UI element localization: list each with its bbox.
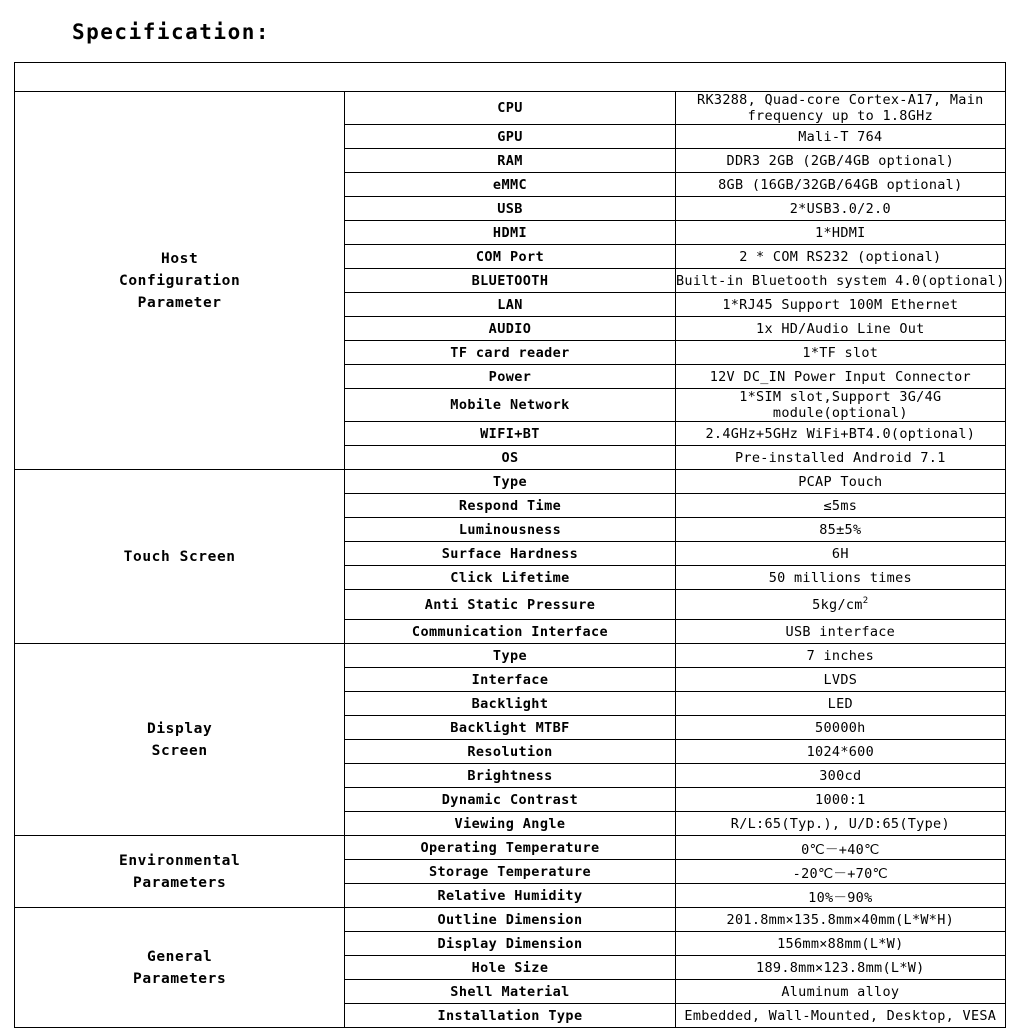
parameter-name-cell: Shell Material — [345, 980, 675, 1004]
group-label-cell: Touch Screen — [15, 470, 345, 644]
parameter-value-cell: 300cd — [675, 764, 1005, 788]
parameter-value-cell: Embedded, Wall-Mounted, Desktop, VESA — [675, 1004, 1005, 1028]
parameter-value-cell: 1024*600 — [675, 740, 1005, 764]
parameter-value-cell: 8GB (16GB/32GB/64GB optional) — [675, 173, 1005, 197]
parameter-value-cell: Built-in Bluetooth system 4.0(optional) — [675, 269, 1005, 293]
parameter-name-cell: Display Dimension — [345, 932, 675, 956]
parameter-name-cell: Outline Dimension — [345, 908, 675, 932]
parameter-name-cell: Brightness — [345, 764, 675, 788]
parameter-value-cell: 1000:1 — [675, 788, 1005, 812]
parameter-name-cell: Communication Interface — [345, 620, 675, 644]
parameter-value-cell: Pre-installed Android 7.1 — [675, 446, 1005, 470]
parameter-name-cell: Interface — [345, 668, 675, 692]
parameter-name-cell: Storage Temperature — [345, 860, 675, 884]
parameter-value-cell: 12V DC_IN Power Input Connector — [675, 365, 1005, 389]
parameter-value-cell: 0℃－+40℃ — [675, 836, 1005, 860]
parameter-value-cell: 189.8mm×123.8mm(L*W) — [675, 956, 1005, 980]
parameter-value-cell: 10%－90% — [675, 884, 1005, 908]
parameter-value-cell: 2 * COM RS232 (optional) — [675, 245, 1005, 269]
parameter-value-cell: R/L:65(Typ.), U/D:65(Type) — [675, 812, 1005, 836]
group-label-cell: Display Screen — [15, 644, 345, 836]
group-label-cell: Host Configuration Parameter — [15, 92, 345, 470]
parameter-value-cell: 6H — [675, 542, 1005, 566]
parameter-value-superscript: 2 — [862, 596, 869, 607]
group-label-cell: Environmental Parameters — [15, 836, 345, 908]
table-header-row — [15, 63, 1006, 92]
parameter-value-cell: LVDS — [675, 668, 1005, 692]
table-row — [15, 836, 1006, 860]
parameter-value-cell: PCAP Touch — [675, 470, 1005, 494]
parameter-value-cell: 2.4GHz+5GHz WiFi+BT4.0(optional) — [675, 422, 1005, 446]
parameter-value-cell: 85±5% — [675, 518, 1005, 542]
parameter-value-cell: 1*HDMI — [675, 221, 1005, 245]
table-row — [15, 908, 1006, 932]
parameter-name-cell: CPU — [345, 92, 675, 125]
parameter-name-cell: Hole Size — [345, 956, 675, 980]
parameter-value-cell: 50000h — [675, 716, 1005, 740]
parameter-value-cell: 2*USB3.0/2.0 — [675, 197, 1005, 221]
parameter-value-cell — [675, 590, 1005, 620]
parameter-name-cell: OS — [345, 446, 675, 470]
parameter-name-cell: GPU — [345, 125, 675, 149]
parameter-name-cell: Type — [345, 470, 675, 494]
parameter-name-cell: USB — [345, 197, 675, 221]
parameter-value-cell: -20℃－+70℃ — [675, 860, 1005, 884]
parameter-name-cell: LAN — [345, 293, 675, 317]
parameter-name-cell: Backlight — [345, 692, 675, 716]
parameter-value-cell: 1*RJ45 Support 100M Ethernet — [675, 293, 1005, 317]
parameter-value-cell: 1x HD/Audio Line Out — [675, 317, 1005, 341]
table-row — [15, 470, 1006, 494]
group-label-cell: General Parameters — [15, 908, 345, 1028]
parameter-value-cell: RK3288, Quad-core Cortex-A17, Main frequency up to 1.8GHz — [675, 92, 1005, 125]
parameter-name-cell: Power — [345, 365, 675, 389]
parameter-value-cell: DDR3 2GB (2GB/4GB optional) — [675, 149, 1005, 173]
parameter-name-cell: Operating Temperature — [345, 836, 675, 860]
parameter-name-cell: Luminousness — [345, 518, 675, 542]
parameter-value-cell: 156mm×88mm(L*W) — [675, 932, 1005, 956]
parameter-name-cell: Dynamic Contrast — [345, 788, 675, 812]
parameter-value-cell: 7 inches — [675, 644, 1005, 668]
parameter-value-cell: 1*SIM slot,Support 3G/4G module(optional) — [675, 389, 1005, 422]
parameter-value-cell: LED — [675, 692, 1005, 716]
parameter-value-cell: Aluminum alloy — [675, 980, 1005, 1004]
parameter-name-cell: Click Lifetime — [345, 566, 675, 590]
page-title: Specification: — [72, 20, 271, 44]
parameter-name-cell: Anti Static Pressure — [345, 590, 675, 620]
parameter-value-cell: USB interface — [675, 620, 1005, 644]
specification-table — [14, 62, 1006, 1028]
table-row — [15, 644, 1006, 668]
parameter-name-cell: Installation Type — [345, 1004, 675, 1028]
parameter-value-cell: 1*TF slot — [675, 341, 1005, 365]
specification-table-wrapper — [14, 62, 1006, 1028]
parameter-value-cell: Mali-T 764 — [675, 125, 1005, 149]
parameter-name-cell: WIFI+BT — [345, 422, 675, 446]
parameter-name-cell: TF card reader — [345, 341, 675, 365]
parameter-name-cell: Respond Time — [345, 494, 675, 518]
parameter-name-cell: Type — [345, 644, 675, 668]
table-row — [15, 92, 1006, 125]
parameter-name-cell: RAM — [345, 149, 675, 173]
parameter-name-cell: HDMI — [345, 221, 675, 245]
parameter-name-cell: Relative Humidity — [345, 884, 675, 908]
parameter-name-cell: eMMC — [345, 173, 675, 197]
parameter-name-cell: Backlight MTBF — [345, 716, 675, 740]
parameter-value-cell: ≤5ms — [675, 494, 1005, 518]
parameter-name-cell: AUDIO — [345, 317, 675, 341]
parameter-name-cell: BLUETOOTH — [345, 269, 675, 293]
parameter-name-cell: COM Port — [345, 245, 675, 269]
parameter-name-cell: Mobile Network — [345, 389, 675, 422]
parameter-value-text: 5kg/cm — [812, 596, 863, 613]
parameter-value-cell: 201.8mm×135.8mm×40mm(L*W*H) — [675, 908, 1005, 932]
parameter-name-cell: Resolution — [345, 740, 675, 764]
table-header-cell — [15, 63, 1006, 92]
parameter-value-cell: 50 millions times — [675, 566, 1005, 590]
parameter-name-cell: Surface Hardness — [345, 542, 675, 566]
parameter-name-cell: Viewing Angle — [345, 812, 675, 836]
